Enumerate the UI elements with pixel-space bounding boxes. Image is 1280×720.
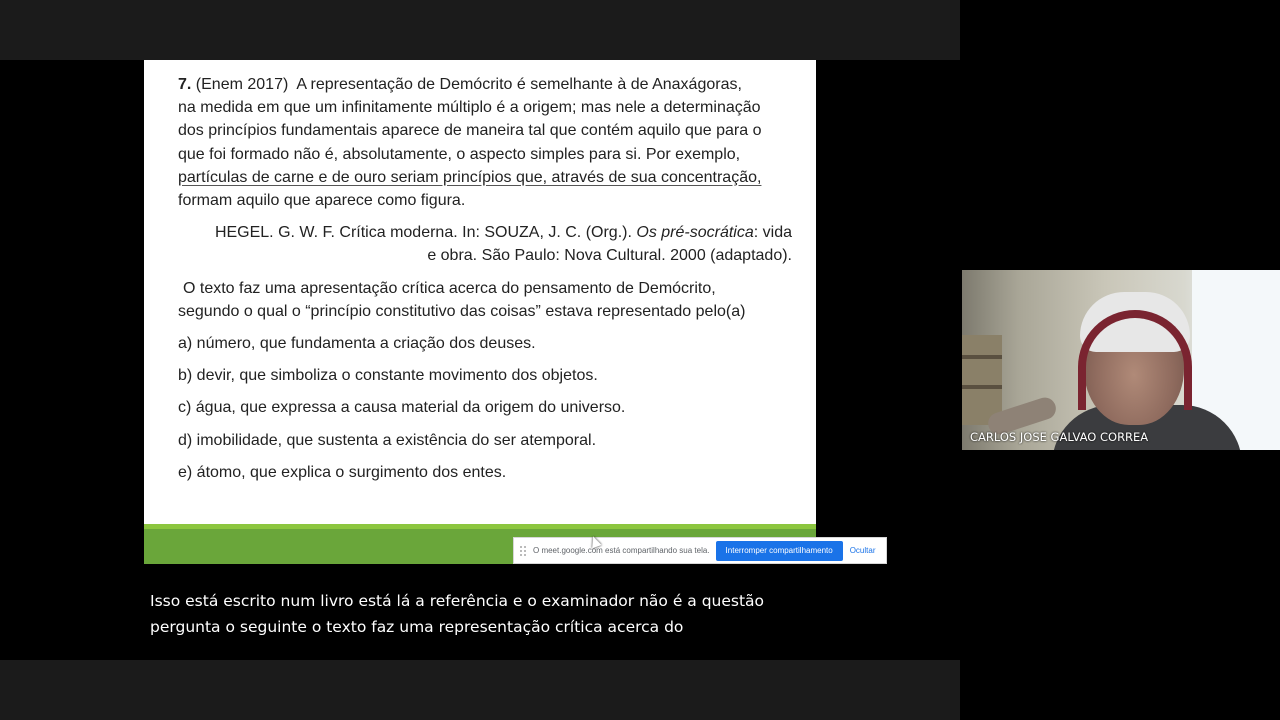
participant-name: CARLOS JOSE GALVAO CORREA — [970, 430, 1149, 444]
question-line-1: O texto faz uma apresentação crítica acerca do pensamento de Demócrito, — [183, 279, 716, 297]
hide-button[interactable]: Ocultar — [849, 546, 876, 555]
option-b: b) devir, que simboliza o constante movimento dos objetos. — [178, 367, 598, 385]
question-paragraph — [178, 73, 792, 212]
drag-handle-icon[interactable] — [520, 546, 526, 556]
option-a: a) número, que fundamenta a criação dos deuses. — [178, 335, 536, 353]
citation-line-2: e obra. São Paulo: Nova Cultural. 2000 (adaptado). — [427, 247, 792, 265]
question-line-2: segundo o qual o “princípio constitutivo das coisas” estava representado pelo(a) — [178, 302, 746, 320]
citation-post: : vida — [753, 224, 792, 242]
paragraph-line-3: dos princípios fundamentais aparece de maneira tal que contém aquilo que para o — [178, 122, 762, 140]
screen-share-notification — [513, 537, 887, 564]
citation-pre: HEGEL. G. W. F. Crítica moderna. In: SOUZA, J. C. (Org.). — [214, 224, 632, 242]
share-message: O meet.google.com está compartilhando sua tela. — [533, 546, 710, 555]
question-stem — [178, 277, 792, 323]
background-shelf — [962, 335, 1002, 425]
option-e: e) átomo, que explica o surgimento dos entes. — [178, 463, 507, 481]
paragraph-line-4: que foi formado não é, absolutamente, o aspecto simples para si. Por exemplo, — [178, 145, 741, 163]
stop-sharing-button[interactable]: Interromper compartilhamento — [716, 541, 843, 561]
option-c: c) água, que expressa a causa material da origem do universo. — [178, 399, 626, 417]
citation-italic: Os pré-socrática — [636, 224, 754, 242]
paragraph-line-1: A representação de Demócrito é semelhante à de Anaxágoras, — [296, 76, 742, 93]
paragraph-line-5: partículas de carne e de ouro seriam princípios que, através de sua concentração, — [178, 168, 762, 186]
participant-video-tile[interactable] — [962, 270, 1280, 450]
paragraph-line-6: formam aquilo que aparece como figura. — [178, 192, 466, 210]
caption-line-1: Isso está escrito num livro está lá a referência e o examinador não é a questão — [150, 592, 765, 610]
option-d: d) imobilidade, que sustenta a existência do ser atemporal. — [178, 431, 597, 449]
live-captions — [150, 588, 850, 640]
caption-line-2: pergunta o seguinte o texto faz uma representação crítica acerca do — [150, 618, 684, 636]
shared-screen-slide — [144, 60, 816, 564]
top-bar — [0, 0, 960, 60]
question-number: 7. — [178, 76, 192, 93]
bottom-bar — [0, 660, 960, 720]
slide-content — [178, 73, 792, 484]
paragraph-line-2: na medida em que um infinitamente múltiplo é a origem; mas nele a determinação — [178, 99, 761, 117]
citation — [178, 221, 792, 267]
question-source: (Enem 2017) — [195, 76, 289, 93]
